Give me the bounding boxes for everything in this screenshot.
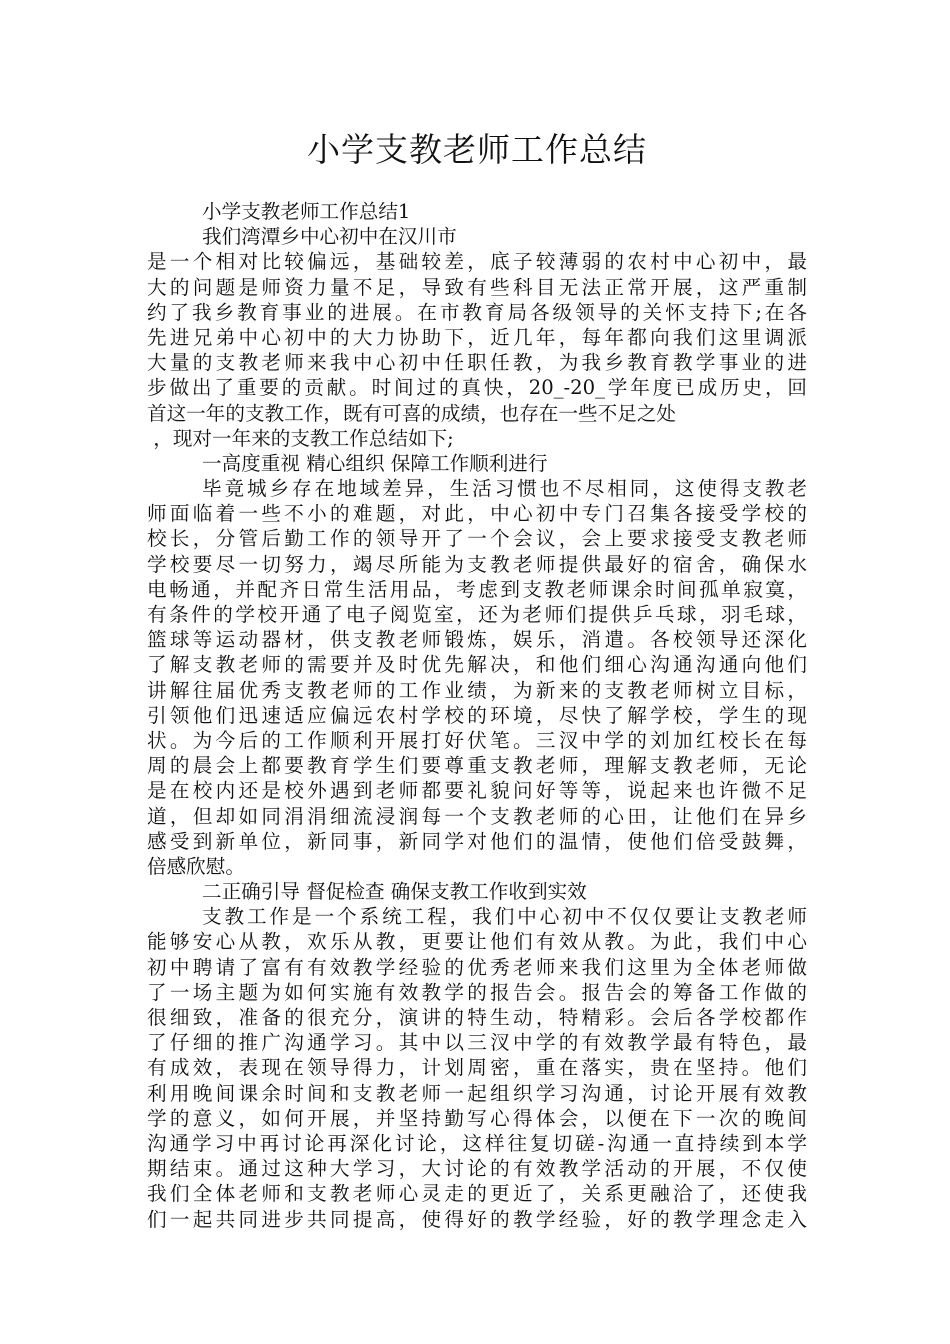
- text-line: 我们全体老师和支教老师心灵走的更近了，关系更融洽了，还使我: [147, 1182, 807, 1206]
- text-line: 我们湾潭乡中心初中在汉川市: [202, 225, 457, 249]
- text-line: 了仔细的推广沟通学习。其中以三汊中学的有效教学最有特色，最: [147, 1031, 807, 1055]
- text-line: 小学支教老师工作总结1: [202, 200, 411, 223]
- text-line: 了一场主题为如何实施有效教学的报告会。报告会的筹备工作做的: [147, 980, 807, 1004]
- text-line: 支教工作是一个系统工程，我们中心初中不仅仅要让支教老师: [202, 905, 807, 929]
- document-body: [147, 199, 807, 1232]
- text-line: 利用晚间课余时间和支教老师一起组织学习沟通，讨论开展有效教: [147, 1081, 807, 1105]
- text-line: 师面临着一些不小的难题，对此，中心初中专门召集各接受学校的: [147, 502, 807, 526]
- text-line: 是一个相对比较偏远，基础较差，底子较薄弱的农村中心初中，最: [147, 250, 807, 274]
- text-line: 沟通学习中再讨论再深化讨论，这样往复切磋-沟通一直持续到本学: [147, 1131, 807, 1155]
- text-line: 初中聘请了富有有效教学经验的优秀老师来我们这里为全体老师做: [147, 955, 807, 979]
- text-line: 倍感欣慰。: [147, 854, 245, 878]
- text-line: 了解支教老师的需要并及时优先解决，和他们细心沟通沟通向他们: [147, 653, 807, 677]
- text-line: 校长，分管后勤工作的领导开了一个会议，会上要求接受支教老师: [147, 527, 807, 551]
- text-line: 道，但却如同涓涓细流浸润每一个支教老师的心田，让他们在异乡: [147, 804, 807, 828]
- text-line: 电畅通，并配齐日常生活用品，考虑到支教老师课余时间孤单寂寞，: [147, 577, 807, 601]
- text-line: 先进兄弟中心初中的大力协助下，近几年，每年都向我们这里调派: [147, 325, 807, 349]
- text-line: 步做出了重要的贡献。时间过的真快，20_-20_学年度已成历史，回: [147, 376, 807, 400]
- text-line: ，现对一年来的支教工作总结如下;: [147, 426, 454, 450]
- text-line: 讲解往届优秀支教老师的工作业绩，为新来的支教老师树立目标，: [147, 678, 807, 702]
- text-line: 引领他们迅速适应偏远农村学校的环境，尽快了解学校，学生的现: [147, 703, 807, 727]
- text-line: 很细致，准备的很充分，演讲的特生动，特精彩。会后各学校都作: [147, 1006, 807, 1029]
- text-line: 们一起共同进步共同提高，使得好的教学经验，好的教学理念走入: [147, 1207, 807, 1231]
- text-line: 学的意义，如何开展，并坚持勤写心得体会，以便在下一次的晚间: [147, 1106, 807, 1130]
- text-line: 是在校内还是校外遇到老师都要礼貌问好等等，说起来也许微不足: [147, 779, 807, 803]
- text-line: 毕竟城乡存在地域差异，生活习惯也不尽相同，这使得支教老: [202, 477, 807, 501]
- text-line: 约了我乡教育事业的进展。在市教育局各级领导的关怀支持下;在各: [147, 300, 807, 324]
- text-line: 二正确引导 督促检查 确保支教工作收到实效: [202, 880, 587, 904]
- text-line: 能够安心从教，欢乐从教，更要让他们有效从教。为此，我们中心: [147, 930, 807, 954]
- text-line: 有条件的学校开通了电子阅览室，还为老师们提供乒乓球，羽毛球，: [147, 603, 807, 626]
- text-line: 首这一年的支教工作，既有可喜的成绩，也存在一些不足之处: [147, 401, 677, 425]
- document-title: 小学支教老师工作总结: [307, 130, 647, 169]
- text-line: 大量的支教老师来我中心初中任职任教，为我乡教育教学事业的进: [147, 351, 807, 375]
- text-line: 有成效，表现在领导得力，计划周密，重在落实，贵在坚持。他们: [147, 1056, 807, 1080]
- text-line: 感受到新单位，新同事，新同学对他们的温情，使他们倍受鼓舞，: [147, 829, 807, 853]
- text-line: 大的问题是师资力量不足，导致有些科目无法正常开展，这严重制: [147, 275, 807, 299]
- text-line: 状。为今后的工作顺利开展打好伏笔。三汊中学的刘加红校长在每: [147, 728, 807, 752]
- text-line: 周的晨会上都要教育学生们要尊重支教老师，理解支教老师，无论: [147, 754, 807, 778]
- text-line: 期结束。通过这种大学习，大讨论的有效教学活动的开展，不仅使: [147, 1157, 807, 1181]
- text-line: 一高度重视 精心组织 保障工作顺利进行: [202, 451, 548, 475]
- text-line: 篮球等运动器材，供支教老师锻炼，娱乐，消遣。各校领导还深化: [147, 628, 807, 652]
- text-line: 学校要尽一切努力，竭尽所能为支教老师提供最好的宿舍，确保水: [147, 552, 807, 576]
